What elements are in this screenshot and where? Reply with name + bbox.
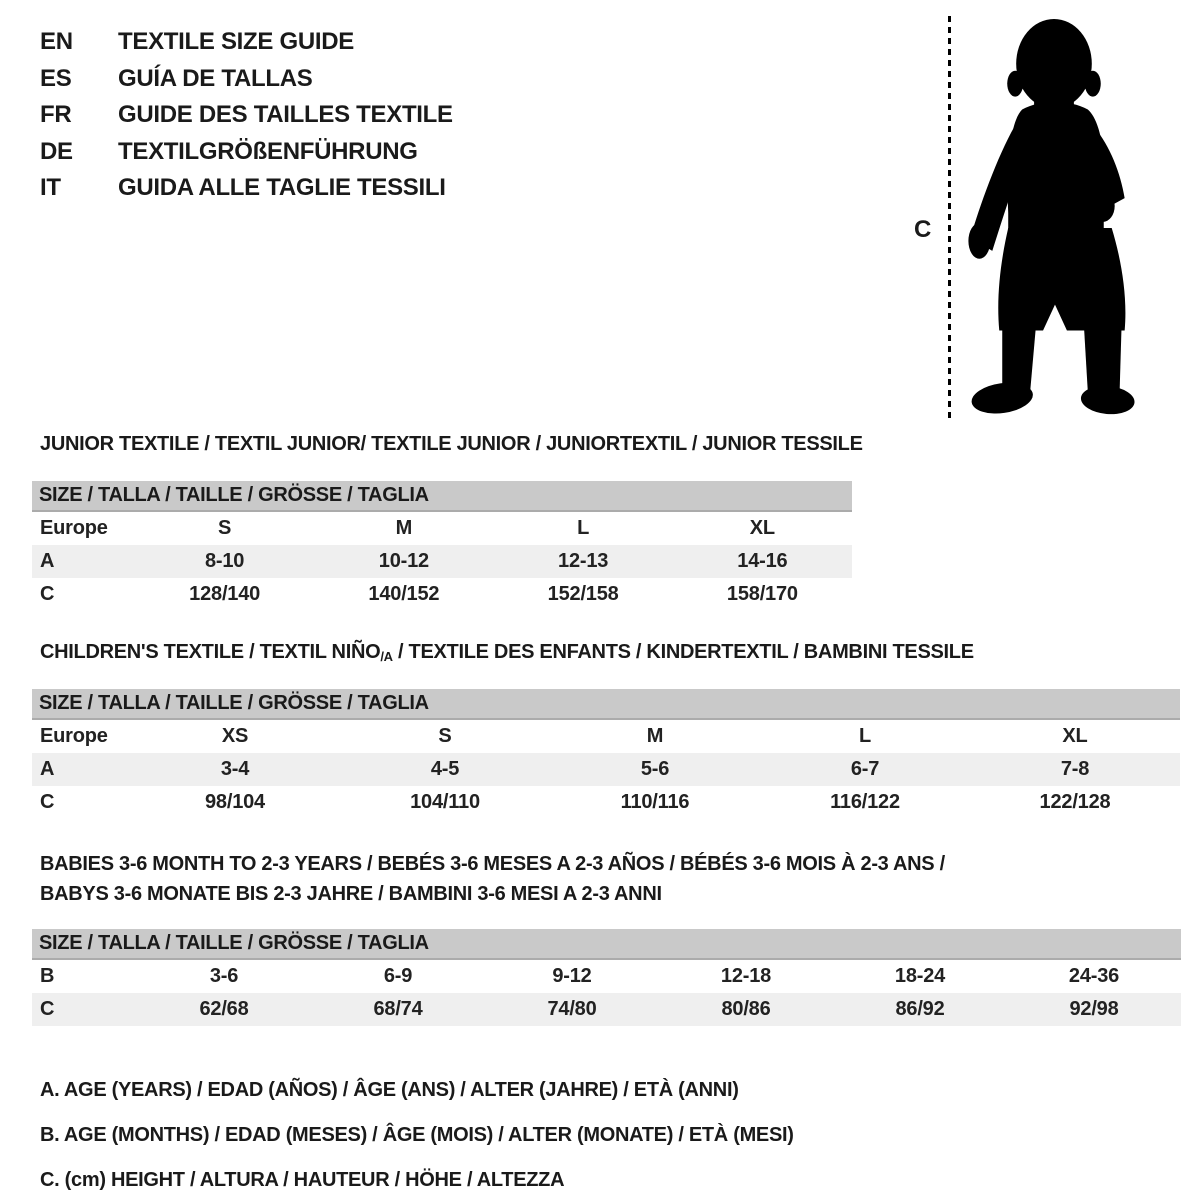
measurement-legend: [40, 1068, 794, 1200]
row-label: C: [40, 583, 55, 605]
babies-title-line2: BABYS 3-6 MONATE BIS 2-3 JAHRE / BAMBINI 3-6 MESI A 2-3 ANNI: [40, 883, 662, 905]
lang-row-fr: [40, 97, 453, 134]
junior-row-height: [32, 578, 852, 611]
age-cell: 8-10: [205, 550, 245, 572]
age-cell: 7-8: [1060, 758, 1090, 780]
lang-label-it: GUIDA ALLE TAGLIE TESSILI: [118, 174, 446, 201]
height-cell: 152/158: [547, 583, 619, 605]
legend-age-months: B. AGE (MONTHS) / EDAD (MESES) / ÂGE (MOIS) / ALTER (MONATE) / ETÀ (MESI): [40, 1124, 794, 1146]
height-cell: 98/104: [205, 791, 265, 813]
legend-age-years: A. AGE (YEARS) / EDAD (AÑOS) / ÂGE (ANS) / ALTER (JAHRE) / ETÀ (ANNI): [40, 1079, 739, 1101]
babies-size-table: [32, 929, 1181, 1026]
lang-label-en: TEXTILE SIZE GUIDE: [118, 28, 354, 55]
lang-label-es: GUÍA DE TALLAS: [118, 64, 313, 92]
age-cell: 4-5: [430, 758, 460, 780]
lang-label-de: TEXTILGRÖßENFÜHRUNG: [118, 137, 418, 165]
height-cell: 74/80: [547, 998, 597, 1020]
height-cell: 92/98: [1069, 998, 1119, 1020]
junior-row-age: [32, 545, 852, 578]
size-cell: XS: [221, 725, 249, 747]
lang-code-fr: FR: [40, 101, 72, 128]
height-cell: 68/74: [373, 998, 423, 1020]
lang-label-fr: GUIDE DES TAILLES TEXTILE: [118, 101, 453, 128]
age-cell: 12-13: [558, 550, 609, 572]
height-cell: 86/92: [895, 998, 945, 1020]
babies-row-height: [32, 993, 1181, 1026]
row-label: B: [40, 965, 55, 987]
lang-row-en: [40, 24, 453, 61]
height-cell: 122/128: [1039, 791, 1111, 813]
height-measure-dashed-line: [948, 16, 951, 420]
children-row-europe: [32, 720, 1180, 753]
lang-code-en: EN: [40, 28, 73, 55]
lang-row-de: [40, 134, 453, 171]
age-cell: 12-18: [720, 965, 772, 987]
lang-code-de: DE: [40, 137, 73, 165]
junior-size-header: SIZE / TALLA / TAILLE / GRÖSSE / TAGLIA: [32, 481, 852, 512]
row-label: A: [40, 758, 55, 780]
size-cell: XL: [749, 517, 775, 539]
junior-row-europe: [32, 512, 852, 545]
babies-title-line1: BABIES 3-6 MONTH TO 2-3 YEARS / BEBÉS 3-6 MESES A 2-3 AÑOS / BÉBÉS 3-6 MOIS À 2-3 ANS /: [40, 853, 945, 875]
age-cell: 3-4: [220, 758, 250, 780]
children-title-post: / TEXTILE DES ENFANTS / KINDERTEXTIL / BAMBINI TESSILE: [392, 641, 974, 663]
age-cell: 3-6: [209, 965, 239, 987]
age-cell: 6-7: [850, 758, 880, 780]
junior-size-table: [32, 481, 852, 611]
children-section-title: [40, 641, 974, 664]
children-size-header: SIZE / TALLA / TAILLE / GRÖSSE / TAGLIA: [32, 689, 1180, 720]
size-cell: M: [395, 517, 413, 539]
toddler-silhouette: [962, 12, 1142, 420]
size-cell: S: [438, 725, 452, 747]
height-cell: 110/116: [620, 791, 690, 813]
babies-row-age-months: [32, 960, 1181, 993]
age-cell: 10-12: [378, 550, 429, 572]
lang-row-es: [40, 61, 453, 98]
children-title-pre: CHILDREN'S TEXTILE / TEXTIL NIÑO: [40, 641, 381, 663]
height-cell: 80/86: [721, 998, 771, 1020]
age-cell: 6-9: [383, 965, 413, 987]
size-cell: L: [577, 517, 590, 539]
junior-section-title: JUNIOR TEXTILE / TEXTIL JUNIOR/ TEXTILE JUNIOR / JUNIORTEXTIL / JUNIOR TESSILE: [40, 433, 863, 455]
age-cell: 5-6: [640, 758, 670, 780]
size-cell: L: [858, 725, 872, 747]
height-cell: 128/140: [189, 583, 261, 605]
size-cell: XL: [1062, 725, 1088, 747]
row-label: C: [40, 791, 55, 813]
row-label: Europe: [40, 517, 108, 539]
babies-size-header: SIZE / TALLA / TAILLE / GRÖSSE / TAGLIA: [32, 929, 1181, 960]
height-measure-label: C: [914, 216, 932, 243]
height-cell: 158/170: [726, 583, 798, 605]
lang-row-it: [40, 170, 453, 207]
children-title-subscript: /A: [380, 649, 393, 664]
lang-code-es: ES: [40, 64, 72, 92]
lang-code-it: IT: [40, 174, 61, 201]
toddler-silhouette-svg: [962, 12, 1142, 420]
height-cell: 116/122: [830, 791, 900, 813]
babies-section-title: [40, 849, 945, 909]
height-cell: 62/68: [199, 998, 249, 1020]
legend-height-cm: C. (cm) HEIGHT / ALTURA / HAUTEUR / HÖHE / ALTEZZA: [40, 1169, 565, 1191]
height-cell: 140/152: [368, 583, 440, 605]
children-size-table: [32, 689, 1180, 819]
language-title-list: [40, 24, 453, 207]
age-cell: 24-36: [1068, 965, 1120, 987]
height-cell: 104/110: [410, 791, 480, 813]
age-cell: 9-12: [552, 965, 592, 987]
age-cell: 18-24: [894, 965, 946, 987]
row-label: Europe: [40, 725, 108, 747]
row-label: A: [40, 550, 55, 572]
size-cell: S: [218, 517, 232, 539]
children-row-age: [32, 753, 1180, 786]
size-cell: M: [646, 725, 664, 747]
age-cell: 14-16: [737, 550, 788, 572]
row-label: C: [40, 998, 55, 1020]
children-row-height: [32, 786, 1180, 819]
